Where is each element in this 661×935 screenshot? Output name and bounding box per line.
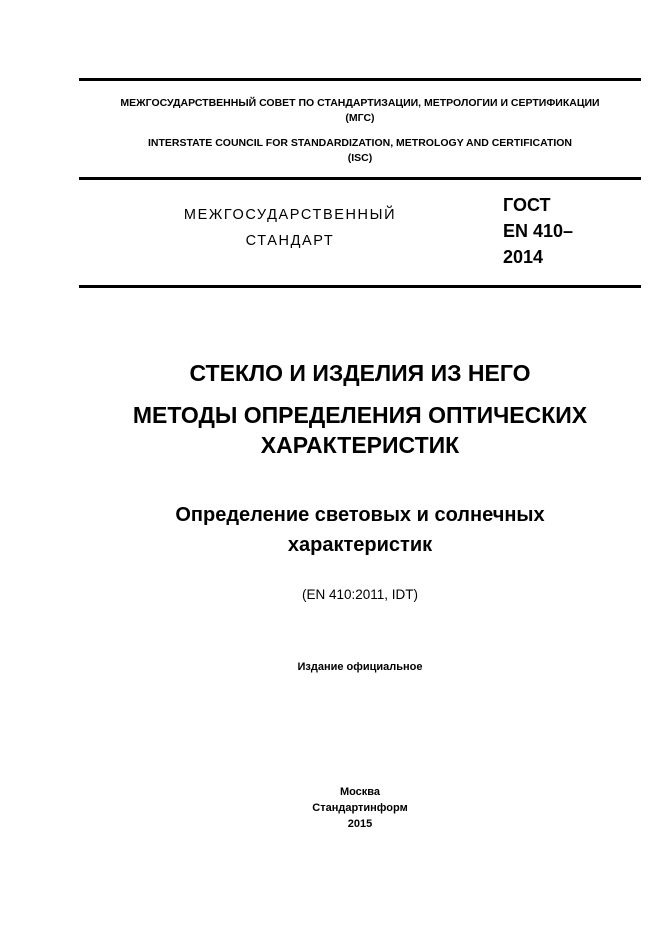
edition-label: Издание официальное (297, 661, 423, 673)
council-block (79, 96, 641, 166)
document-subtitle (79, 500, 641, 560)
standard-code-line1: ГОСТ (503, 195, 551, 215)
council-name-ru: МЕЖГОСУДАРСТВЕННЫЙ СОВЕТ ПО СТАНДАРТИЗАЦИИ, МЕТРОЛОГИИ И СЕРТИФИКАЦИИ (120, 97, 600, 109)
publisher-name: Стандартинформ (312, 802, 408, 814)
standard-rule (79, 285, 641, 288)
standard-code (503, 192, 573, 270)
subtitle-line1: Определение световых и солнечных (175, 504, 545, 526)
council-name-en: INTERSTATE COUNCIL FOR STANDARDIZATION, METROLOGY AND CERTIFICATION (147, 137, 573, 149)
title-line1: СТЕКЛО И ИЗДЕЛИЯ ИЗ НЕГО (189, 360, 531, 386)
title-line2: МЕТОДЫ ОПРЕДЕЛЕНИЯ ОПТИЧЕСКИХ (132, 402, 588, 428)
publication-info (79, 784, 641, 832)
council-abbr-en: (ISC) (347, 152, 373, 164)
standard-type-line1: МЕЖГОСУДАРСТВЕННЫЙ (183, 207, 397, 223)
standard-type (150, 202, 430, 254)
top-rule (79, 78, 641, 81)
subtitle-line2: характеристик (287, 534, 433, 556)
standard-code-line3: 2014 (503, 247, 544, 267)
publication-year: 2015 (347, 818, 373, 830)
council-abbr-ru: (МГС) (345, 112, 375, 124)
standard-code-line2: EN 410– (503, 221, 574, 241)
publication-city: Москва (339, 786, 381, 798)
header-rule (79, 177, 641, 180)
title-line3: ХАРАКТЕРИСТИК (260, 432, 460, 458)
standard-type-line2: СТАНДАРТ (245, 233, 335, 249)
equivalence-note: (EN 410:2011, IDT) (301, 587, 419, 602)
document-title (79, 358, 641, 460)
